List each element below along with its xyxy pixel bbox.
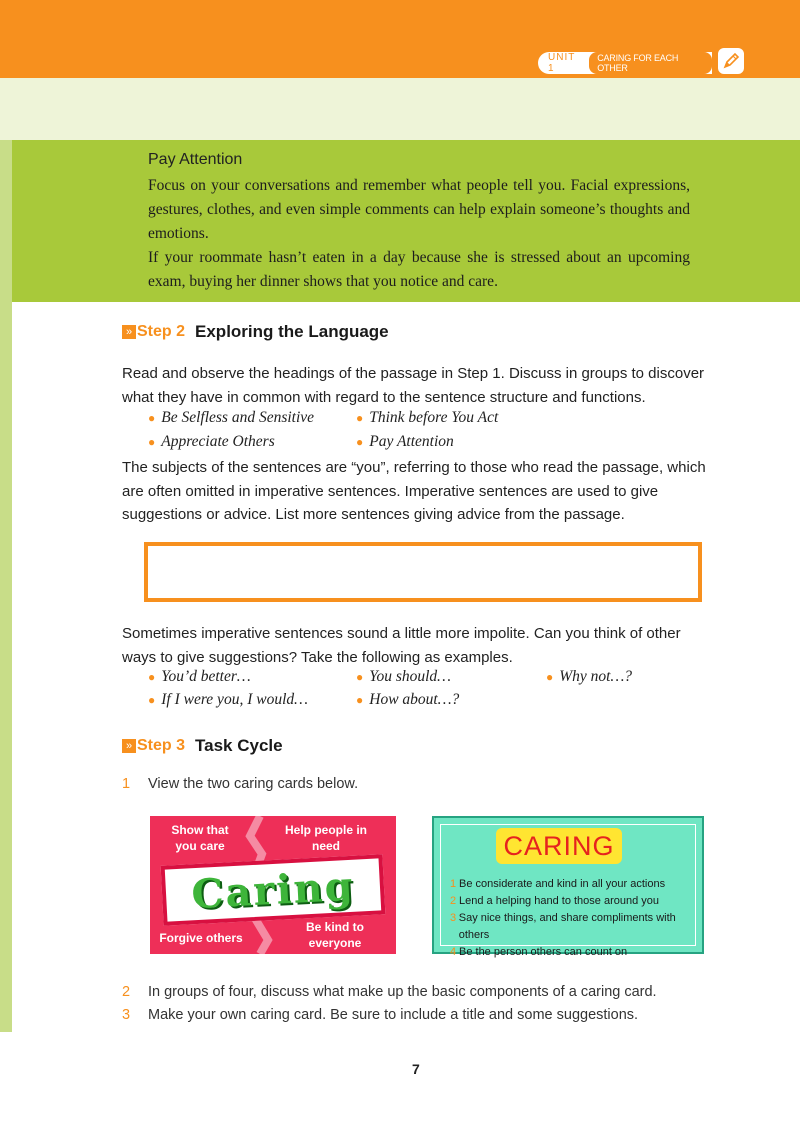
step-3-label: Step 3	[137, 737, 186, 754]
pay-attention-text	[148, 174, 690, 294]
example-text: You’d better…	[161, 668, 251, 685]
item-text: Be the person others can count on	[459, 946, 628, 958]
item-number: 3	[450, 912, 457, 924]
list-item	[148, 668, 356, 686]
bullet-dot-icon: ●	[148, 434, 156, 449]
examples-row-2	[148, 691, 459, 709]
heading-text: Think before You Act	[369, 409, 499, 426]
header-light-band	[0, 78, 800, 140]
list-item	[450, 944, 702, 961]
left-strip-lower	[0, 412, 12, 1032]
step-2-label: Step 2	[137, 323, 186, 340]
task-number: 3	[122, 1007, 131, 1023]
caring-card-1	[150, 816, 396, 954]
heading-text: Pay Attention	[369, 433, 454, 450]
bullet-dot-icon: ●	[356, 692, 364, 707]
unit-label: UNIT 1	[548, 52, 576, 74]
list-item	[450, 876, 702, 893]
task-text: In groups of four, discuss what make up the basic components of a caring card.	[148, 984, 657, 1000]
pay-attention-para-1: Focus on your conversations and remember what people tell you. Facial expressions, gestures, clothes, and even simple comments can help explain someone’s thoughts and emotions.	[148, 177, 690, 242]
list-item	[356, 433, 454, 451]
bullet-dot-icon: ●	[356, 669, 364, 684]
list-item	[450, 910, 702, 944]
item-text: Say nice things, and share compliments with others	[458, 912, 676, 941]
item-number: 4	[450, 946, 457, 958]
task-number: 1	[122, 776, 131, 792]
task-item-3	[122, 1007, 638, 1023]
step-3-title: Task Cycle	[195, 736, 283, 755]
card1-top-right: Help people in need	[284, 823, 367, 853]
bullet-dot-icon: ●	[546, 669, 554, 684]
left-strip	[0, 140, 12, 412]
task-number: 2	[122, 984, 131, 1000]
item-number: 2	[450, 895, 457, 907]
list-item	[356, 668, 546, 686]
bullet-dot-icon: ●	[148, 692, 156, 707]
page-number: 7	[412, 1061, 420, 1077]
step-2-explanation	[122, 456, 716, 527]
task-text: View the two caring cards below.	[148, 776, 359, 792]
double-chevron-icon: »	[122, 739, 136, 753]
example-text: If I were you, I would…	[161, 691, 308, 708]
card1-center-word: Caring	[190, 862, 356, 918]
step-2-followup	[122, 622, 716, 669]
task-item-2	[122, 984, 657, 1000]
bullet-dot-icon: ●	[356, 410, 364, 425]
list-item	[148, 409, 356, 427]
list-item	[148, 433, 356, 451]
card2-title: CARING	[503, 830, 615, 861]
answer-box[interactable]	[144, 542, 702, 602]
headings-row-1	[148, 409, 498, 427]
list-item	[148, 691, 356, 709]
card1-bottom-right: Be kind to everyone	[305, 920, 364, 950]
step-2-heading	[122, 322, 389, 342]
bullet-dot-icon: ●	[356, 434, 364, 449]
task-text: Make your own caring card. Be sure to include a title and some suggestions.	[148, 1007, 639, 1023]
pay-attention-para-2: If your roommate hasn’t eaten in a day because she is stressed about an upcoming exam, buying her dinner shows that you notice and care.	[148, 249, 690, 290]
card1-center-banner	[161, 854, 386, 926]
examples-row-1	[148, 668, 632, 686]
heading-text: Appreciate Others	[161, 433, 275, 450]
example-text: Why not…?	[559, 668, 633, 685]
item-text: Lend a helping hand to those around you	[459, 895, 659, 907]
bullet-dot-icon: ●	[148, 669, 156, 684]
example-text: You should…	[369, 668, 451, 685]
card1-bottom-left: Forgive others	[159, 931, 243, 945]
item-number: 1	[450, 878, 457, 890]
step-2-followup-text: Sometimes imperative sentences sound a little more impolite. Can you think of other ways to give suggestions? Take the following as examples.	[122, 625, 681, 666]
card1-top-left: Show that you care	[171, 823, 229, 853]
step-2-intro-text: Read and observe the headings of the passage in Step 1. Discuss in groups to discover what they have in common with regard to the sentence structure and functions.	[122, 365, 705, 406]
item-text: Be considerate and kind in all your actions	[459, 878, 666, 890]
task-item-1	[122, 776, 358, 792]
example-text: How about…?	[369, 691, 460, 708]
heading-text: Be Selfless and Sensitive	[161, 409, 315, 426]
step-3-heading	[122, 736, 283, 756]
card2-list	[450, 876, 702, 961]
step-2-title: Exploring the Language	[195, 322, 389, 341]
step-2-explanation-text: The subjects of the sentences are “you”, referring to those who read the passage, which are often omitted in imperative sentences. Imperative sentences are used to give suggestions or advice. List more sentences giving advice from the passage.	[122, 459, 706, 523]
pay-attention-title: Pay Attention	[148, 151, 243, 168]
caring-card-2	[432, 816, 704, 958]
bullet-dot-icon: ●	[148, 410, 156, 425]
list-item	[546, 668, 632, 686]
unit-name: CARING FOR EACH OTHER	[589, 52, 712, 74]
unit-tag	[538, 52, 712, 74]
card2-title-banner	[496, 828, 622, 864]
pen-icon	[716, 46, 746, 76]
headings-row-2	[148, 433, 454, 451]
step-2-intro	[122, 362, 716, 409]
list-item	[356, 409, 498, 427]
list-item	[356, 691, 459, 709]
list-item	[450, 893, 702, 910]
double-chevron-icon: »	[122, 325, 136, 339]
